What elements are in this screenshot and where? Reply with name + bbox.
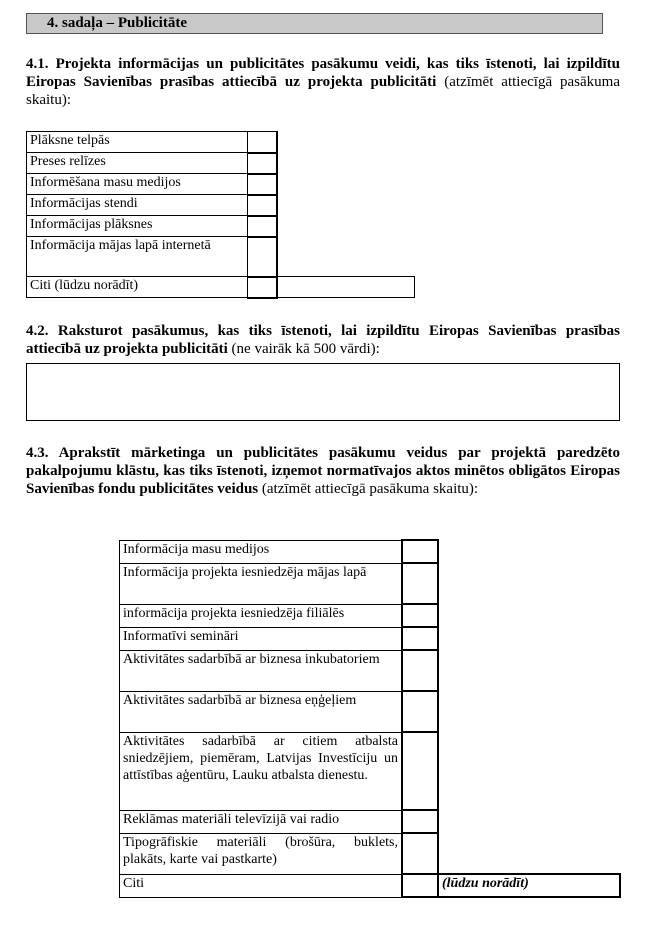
table-row	[120, 650, 621, 691]
table-row	[120, 833, 621, 874]
question-4-1-note: (atzīmēt attiecīgā pasākuma skaitu):	[26, 74, 620, 108]
row-label: Informēšana masu medijos	[27, 174, 248, 195]
question-4-2-bold: 4.2. Raksturot pasākumus, kas tiks īstenoti, lai izpildītu Eiropas Savienības prasības attiecībā uz projekta publicitāti	[26, 323, 620, 357]
publicity-measures-table	[26, 131, 415, 299]
question-4-3	[26, 444, 620, 498]
row-label: Aktivitātes sadarbībā ar biznesa inkubatoriem	[120, 650, 403, 691]
row-label: Tipogrāfiskie materiāli (brošūra, buklets, plakāts, karte vai pastkarte)	[120, 833, 403, 874]
table-row	[120, 540, 621, 563]
table-row	[27, 216, 415, 237]
table-row	[120, 732, 621, 810]
row-label: Informācijas stendi	[27, 195, 248, 216]
table-row	[120, 604, 621, 627]
count-box[interactable]	[402, 563, 438, 604]
row-label: Informācija mājas lapā internetā	[27, 237, 248, 277]
row-label: Aktivitātes sadarbībā ar citiem atbalsta sniedzējiem, piemēram, Latvijas Investīciju un attīstības aģentūru, Lauku atbalsta dienestu.	[120, 732, 403, 810]
marketing-measures-table	[119, 539, 621, 898]
count-box[interactable]	[248, 216, 278, 237]
row-label: informācija projekta iesniedzēja filiālēs	[120, 604, 403, 627]
table-row	[27, 174, 415, 195]
row-label: Plāksne telpās	[27, 132, 248, 153]
count-box[interactable]	[402, 540, 438, 563]
table-row	[27, 132, 415, 153]
count-box[interactable]	[402, 833, 438, 874]
table-row	[120, 810, 621, 833]
count-box[interactable]	[248, 237, 278, 277]
table-row	[27, 153, 415, 174]
table-row	[120, 563, 621, 604]
other-specify-note[interactable]: (lūdzu norādīt)	[438, 874, 620, 897]
question-4-3-note: (atzīmēt attiecīgā pasākuma skaitu):	[258, 481, 479, 497]
row-label: Informācija projekta iesniedzēja mājas lapā	[120, 563, 403, 604]
question-4-1	[26, 55, 620, 109]
other-specify-input[interactable]	[277, 277, 415, 298]
row-label: Preses relīzes	[27, 153, 248, 174]
section-header: 4. sadaļa – Publicitāte	[26, 13, 603, 34]
table-row	[120, 627, 621, 650]
row-label: Informācijas plāksnes	[27, 216, 248, 237]
count-box[interactable]	[402, 691, 438, 732]
row-label: Reklāmas materiāli televīzijā vai radio	[120, 810, 403, 833]
table-row	[27, 195, 415, 216]
row-label: Informatīvi semināri	[120, 627, 403, 650]
count-box[interactable]	[402, 627, 438, 650]
count-box[interactable]	[248, 174, 278, 195]
count-box[interactable]	[402, 732, 438, 810]
row-label: Citi (lūdzu norādīt)	[27, 277, 248, 298]
table-row	[27, 277, 415, 298]
count-box[interactable]	[248, 132, 278, 153]
count-box[interactable]	[402, 810, 438, 833]
table-row	[27, 237, 415, 277]
row-label: Citi	[120, 874, 403, 897]
question-4-2-note: (ne vairāk kā 500 vārdi):	[227, 341, 380, 357]
question-4-1-bold: 4.1. Projekta informācijas un publicitātes pasākumu veidi, kas tiks īstenoti, lai izpildītu Eiropas Savienības prasības attiecībā uz projekta publicitāti	[26, 56, 620, 90]
count-box[interactable]	[248, 195, 278, 216]
count-box[interactable]	[402, 650, 438, 691]
row-label: Informācija masu medijos	[120, 540, 403, 563]
table-row	[120, 691, 621, 732]
row-label: Aktivitātes sadarbībā ar biznesa eņģeļiem	[120, 691, 403, 732]
count-box[interactable]	[248, 153, 278, 174]
count-box[interactable]	[402, 874, 438, 897]
table-row	[120, 874, 621, 897]
count-box[interactable]	[248, 277, 278, 298]
question-4-2	[26, 322, 620, 358]
question-4-3-bold: 4.3. Aprakstīt mārketinga un publicitātes pasākumu veidus par projektā paredzēto pakalpojumu klāstu, kas tiks īstenoti, izņemot normatīvajos aktos minētos obligātos Eiropas Savienības fondu publicitātes veidus	[26, 445, 620, 497]
count-box[interactable]	[402, 604, 438, 627]
description-textbox[interactable]	[26, 363, 620, 421]
